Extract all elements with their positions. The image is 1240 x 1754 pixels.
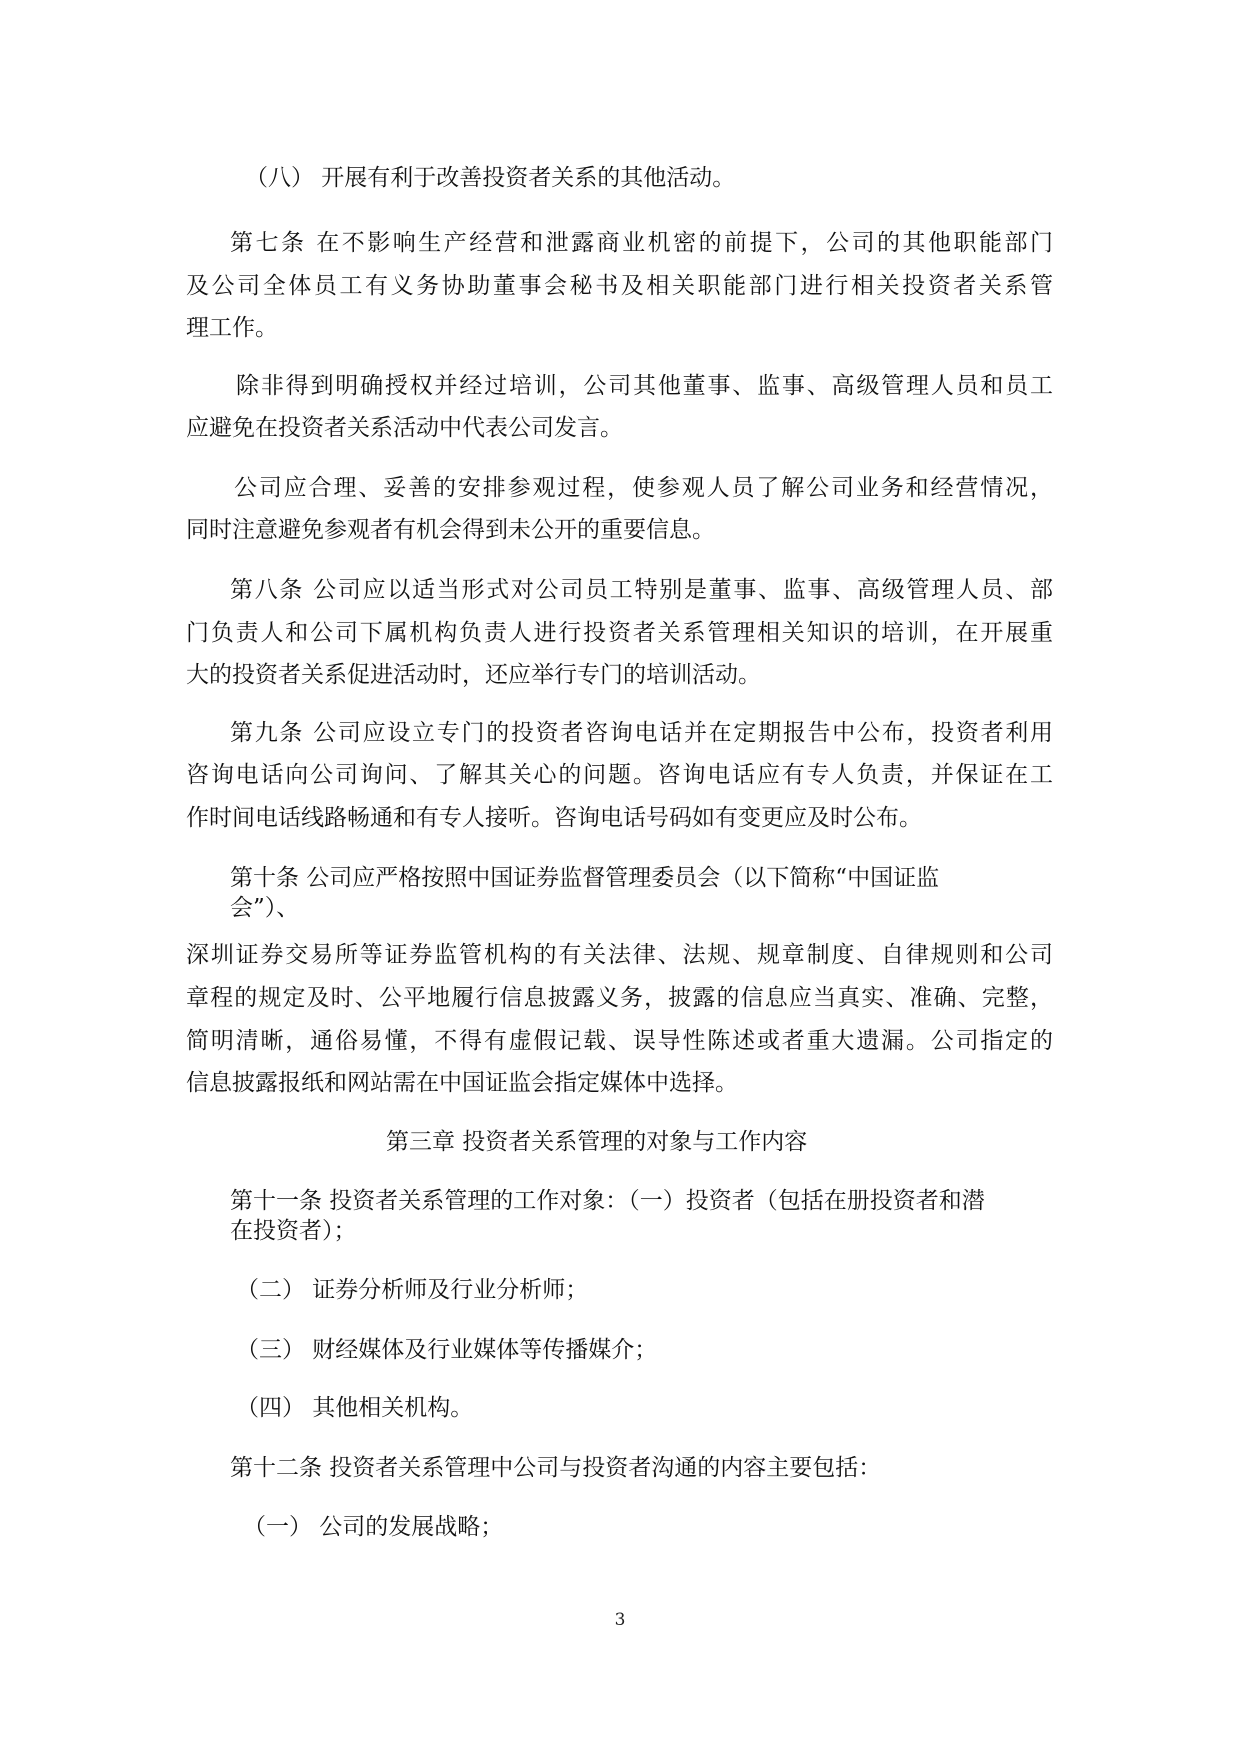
article-10-line-5: 简明清晰，通俗易懂，不得有虚假记载、误导性陈述或者重大遗漏。公司指定的 bbox=[186, 1028, 1053, 1054]
article-8-line-1: 第八条 公司应以适当形式对公司员工特别是董事、监事、高级管理人员、部 bbox=[230, 577, 1053, 603]
article-10-line-3: 深圳证券交易所等证券监管机构的有关法律、法规、规章制度、自律规则和公司 bbox=[186, 942, 1053, 968]
article-8-line-3: 大的投资者关系促进活动时，还应举行专门的培训活动。 bbox=[186, 662, 761, 688]
article-7-line-1: 第七条 在不影响生产经营和泄露商业机密的前提下，公司的其他职能部门 bbox=[230, 230, 1053, 256]
article-10-line-2: 会”）、 bbox=[230, 895, 300, 921]
article-10-line-1: 第十条 公司应严格按照中国证券监督管理委员会（以下简称“中国证监 bbox=[230, 865, 940, 891]
article-12-line-1: 第十二条 投资者关系管理中公司与投资者沟通的内容主要包括： bbox=[230, 1455, 882, 1481]
article-10-line-4: 章程的规定及时、公平地履行信息披露义务，披露的信息应当真实、准确、完整， bbox=[186, 985, 1053, 1011]
article-9-line-2: 咨询电话向公司询问、了解其关心的问题。咨询电话应有专人负责，并保证在工 bbox=[186, 762, 1053, 788]
article-10-line-6: 信息披露报纸和网站需在中国证监会指定媒体中选择。 bbox=[186, 1070, 738, 1096]
article-7-line-2: 及公司全体员工有义务协助董事会秘书及相关职能部门进行相关投资者关系管 bbox=[186, 273, 1053, 299]
item-8-line: （八） 开展有利于改善投资者关系的其他活动。 bbox=[245, 165, 736, 191]
list-item-2: （二） 证券分析师及行业分析师； bbox=[236, 1277, 589, 1303]
list-item-4: （四） 其他相关机构。 bbox=[236, 1395, 474, 1421]
paragraph-authorization-line-1: 除非得到明确授权并经过培训，公司其他董事、监事、高级管理人员和员工 bbox=[236, 373, 1053, 399]
article-11-line-2: 在投资者）； bbox=[230, 1218, 357, 1244]
article-8-line-2: 门负责人和公司下属机构负责人进行投资者关系管理相关知识的培训，在开展重 bbox=[186, 620, 1053, 646]
list-item-strategy: （一） 公司的发展战略； bbox=[243, 1514, 504, 1540]
page-number: 3 bbox=[614, 1610, 626, 1630]
paragraph-authorization-line-2: 应避免在投资者关系活动中代表公司发言。 bbox=[186, 415, 623, 441]
paragraph-visit-line-1: 公司应合理、妥善的安排参观过程，使参观人员了解公司业务和经营情况， bbox=[234, 475, 1053, 501]
list-item-3: （三） 财经媒体及行业媒体等传播媒介； bbox=[236, 1337, 658, 1363]
article-7-line-3: 理工作。 bbox=[186, 315, 278, 341]
article-9-line-3: 作时间电话线路畅通和有专人接听。咨询电话号码如有变更应及时公布。 bbox=[186, 805, 922, 831]
chapter-3-heading: 第三章 投资者关系管理的对象与工作内容 bbox=[386, 1129, 808, 1155]
paragraph-visit-line-2: 同时注意避免参观者有机会得到未公开的重要信息。 bbox=[186, 517, 715, 543]
article-9-line-1: 第九条 公司应设立专门的投资者咨询电话并在定期报告中公布，投资者利用 bbox=[230, 720, 1053, 746]
article-11-line-1: 第十一条 投资者关系管理的工作对象：（一）投资者（包括在册投资者和潜 bbox=[230, 1188, 985, 1214]
